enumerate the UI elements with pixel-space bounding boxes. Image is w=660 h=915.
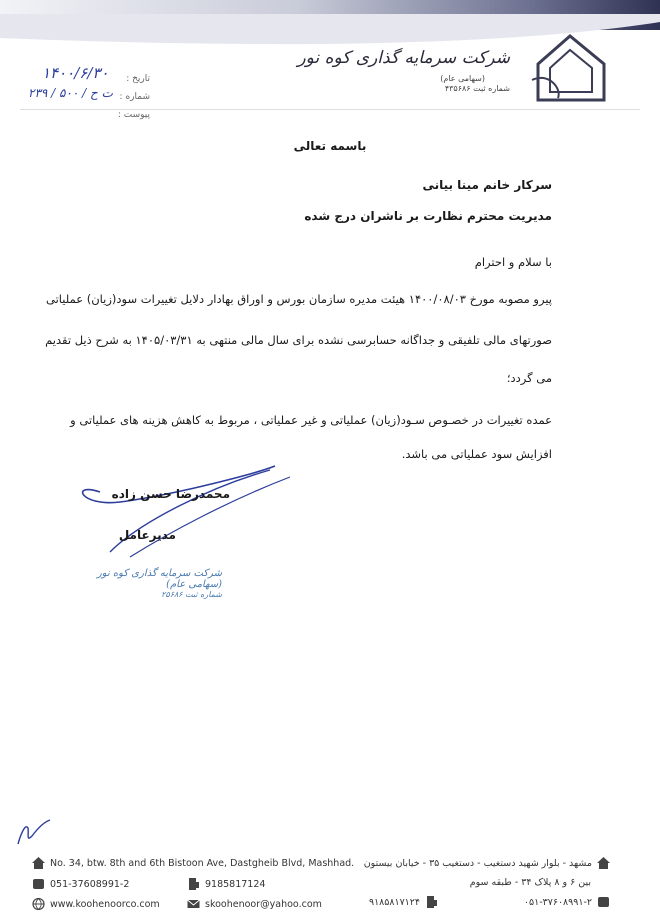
- para1-line1: پیرو مصوبه مورخ ۱۴۰۰/۰۸/۰۳ هیئت مدیره سازمان بورس و اوراق بهادار دلایل تغییرات سود(زیان) عملیاتی: [46, 292, 552, 306]
- company-logo: [528, 28, 612, 106]
- number-label: شماره :: [119, 92, 150, 102]
- para1-line3: می گردد؛: [506, 371, 552, 385]
- fax-fa: ۹۱۸۵۸۱۷۱۲۴: [368, 896, 420, 908]
- stamp-line1: شرکت سرمایه گذاری کوه نور (سهامی عام): [96, 568, 222, 590]
- date-label: تاریخ :: [126, 74, 150, 84]
- phone-fa: ۰۵۱-۳۷۶۰۸۹۹۱-۲: [523, 896, 592, 908]
- fax-icon-fa: [425, 896, 438, 908]
- recipient-name: سرکار خانم مینا بیانی: [422, 178, 552, 192]
- footer-phone-en: [32, 878, 129, 890]
- para2-line2: افزایش سود عملیاتی می باشد.: [401, 447, 552, 461]
- greeting: با سلام و احترام: [474, 255, 552, 269]
- footer-fax-en: [187, 878, 265, 890]
- footer-address-fa-2: [470, 877, 591, 888]
- attachment-label: پیوست :: [117, 110, 150, 120]
- address-en: No. 34, btw. 8th and 6th Bistoon Ave, Dastgheib Blvd, Mashhad.: [50, 857, 355, 869]
- home-icon-fa: [597, 857, 610, 869]
- signature-scribble: [60, 462, 310, 562]
- registration-number: شماره ثبت ۴۳۵۶۸۶: [444, 84, 510, 93]
- handwritten-number: ۲۳۹ / ت ح / ۵۰۰: [28, 86, 113, 100]
- handwritten-date: ۱۴۰۰/۶/۳۰: [42, 64, 109, 82]
- signer-name: محمدرضا حسن زاده: [111, 487, 230, 501]
- footer-fax-fa: [369, 896, 438, 908]
- phone-icon-fa: [597, 896, 610, 908]
- para2-line1: عمده تغییرات در خصـوص سـود(زیان) عملیاتی و غیر عملیاتی ، مربوط به کاهش هزینه های عملیاتی و: [70, 413, 552, 427]
- home-icon: [32, 857, 45, 869]
- phone-icon: [32, 878, 45, 890]
- header-divider: [20, 109, 640, 110]
- email: skoohenoor@yahoo.com: [205, 898, 322, 910]
- fax-icon: [187, 878, 200, 890]
- footer-address-en: [32, 857, 354, 869]
- address-fa-2: بین ۶ و ۸ پلاک ۳۴ - طبقه سوم: [469, 877, 591, 888]
- bismillah: باسمه تعالی: [293, 139, 367, 153]
- para1-line2: صورتهای مالی تلفیقی و جداگانه حسابرسی نشده برای سال مالی منتهی به ۱۴۰۵/۰۳/۳۱ به شرح ذیل تقدیم: [45, 333, 552, 347]
- recipient-title: مدیریت محترم نظارت بر ناشران درج شده: [304, 209, 552, 223]
- company-name: شرکت سرمایه گذاری کوه نور: [297, 48, 510, 68]
- footer-phone-fa: [524, 896, 610, 908]
- pen-mark: [14, 818, 54, 848]
- website: www.koohenoorco.com: [50, 898, 160, 910]
- footer-address-fa-1: [364, 857, 610, 869]
- company-type: (سهامی عام): [440, 74, 485, 83]
- fax-en: 9185817124: [205, 878, 266, 890]
- globe-icon: [32, 898, 45, 910]
- footer-email: [187, 898, 322, 910]
- mail-icon: [187, 898, 200, 910]
- footer-website: [32, 898, 160, 910]
- stamp-line2: شماره ثبت ۲۵۶۸۶: [161, 590, 222, 599]
- signer-title: مدیرعامل: [118, 528, 176, 542]
- address-fa-1: مشهد - بلوار شهید دستغیب - دستغیب ۳۵ - خیابان بیستون: [363, 857, 592, 869]
- company-stamp: [62, 568, 222, 599]
- phone-en: 051-37608991-2: [50, 878, 130, 890]
